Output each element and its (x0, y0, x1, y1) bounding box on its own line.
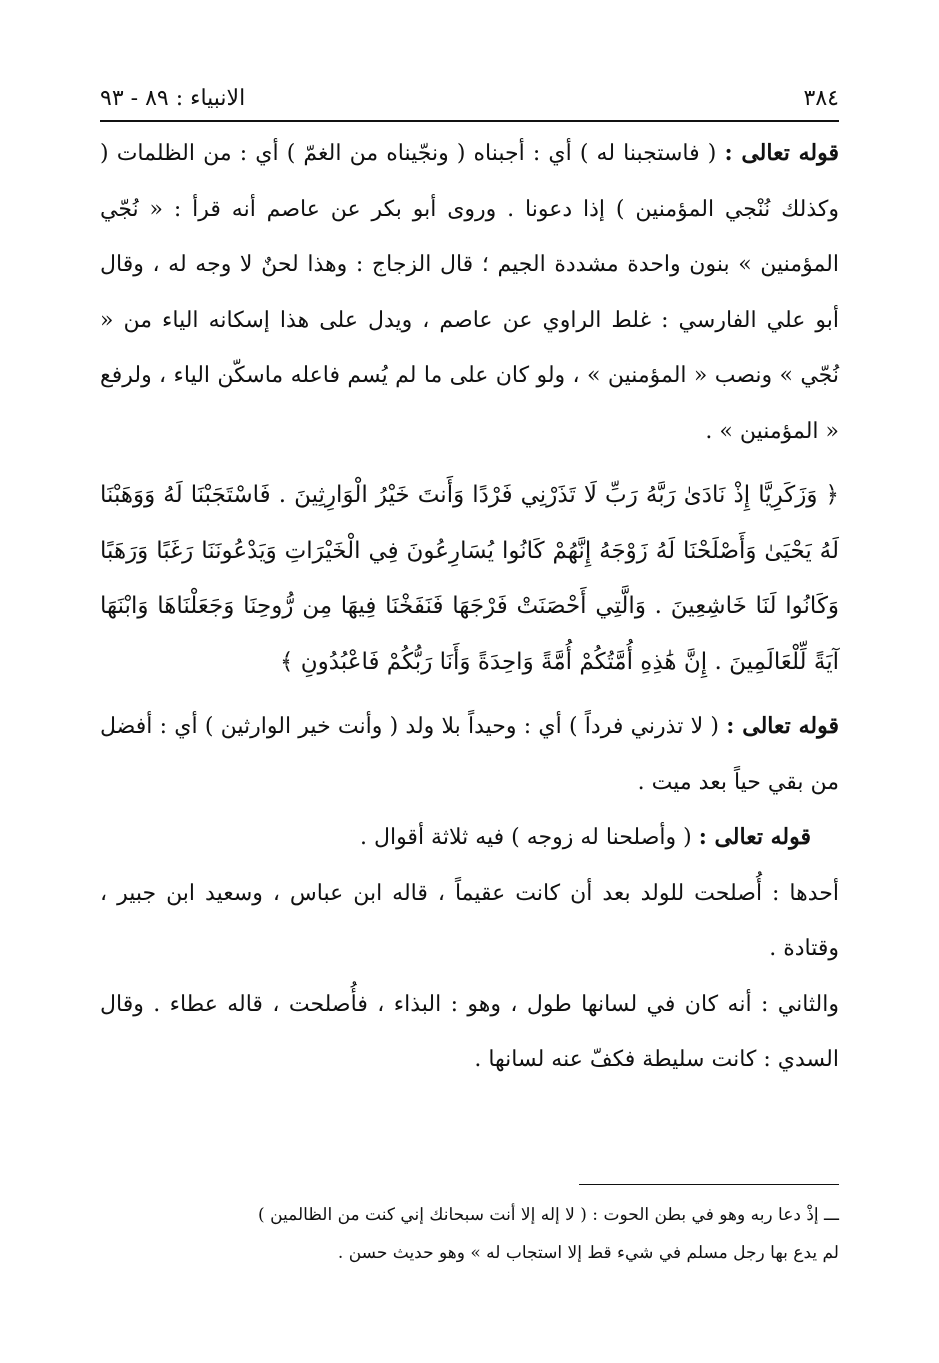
paragraph-exegesis-1 (100, 126, 839, 459)
paragraph-text: والثاني : أنه كان في لسانها طول ، وهو : البذاء ، فأُصلحت ، قاله عطاء . وقال السدي : كانت سليطة فكفّ عنه لسانها . (100, 991, 839, 1072)
footnote-line: لم يدع بها رجل مسلم في شيء قط إلا استجاب له » وهو حديث حسن . (337, 1243, 839, 1263)
footnotes (100, 1196, 839, 1272)
paragraph-exegesis-3 (100, 810, 839, 866)
paragraph-opinion-1 (100, 866, 839, 977)
footnote-rule (579, 1184, 839, 1185)
running-title: الانبياء : ٨٩ - ٩٣ (100, 85, 246, 111)
paragraph-text: ( وأصلحنا له زوجه ) فيه ثلاثة أقوال . (359, 825, 692, 850)
verse-text: ﴿ وَزَكَرِيَّا إِذْ نَادَىٰ رَبَّهُ رَبِّ لَا تَذَرْنِي فَرْدًا وَأَنتَ خَيْرُ الْوَارِثِينَ . فَاسْتَجَبْنَا لَهُ وَوَهَبْنَا لَهُ يَحْيَىٰ وَأَصْلَحْنَا لَهُ زَوْجَهُ إِنَّهُمْ كَانُوا يُسَارِعُونَ فِي الْخَيْرَاتِ وَيَدْعُونَنَا رَغَبًا وَرَهَبًا وَكَانُوا لَنَا خَاشِعِينَ . وَالَّتِي أَحْصَنَتْ فَرْجَهَا فَنَفَخْنَا فِيهَا مِن رُّوحِنَا وَجَعَلْنَاهَا وَابْنَهَا آيَةً لِّلْعَالَمِينَ . إِنَّ هَٰذِهِ أُمَّتُكُمْ أُمَّةً وَاحِدَةً وَأَنَا رَبُّكُمْ فَاعْبُدُونِ ﴾ (100, 482, 839, 675)
paragraph-text: ( فاستجبنا له ) أي : أجبناه ( ونجّيناه من الغمّ ) أي : من الظلمات ( وكذلك نُنْجي المؤمنين ) إذا دعونا . وروى أبو بكر عن عاصم أنه قرأ : « نُجّي المؤمنين » بنون واحدة مشددة الجيم ؛ قال الزجاج : وهذا لحنٌ لا وجه له ، وقال أبو علي الفارسي : غلط الراوي عن عاصم ، ويدل على هذا إسكانه الياء من « نُجّي » ونصب « المؤمنين » ، ولو كان على ما لم يُسم فاعله ماسكّن الياء ، ولرفع « المؤمنين » . (100, 141, 839, 444)
paragraph-opinion-2 (100, 977, 839, 1088)
keyword-label: قوله تعالى : (726, 713, 840, 739)
page-header (100, 78, 839, 118)
paragraph-text: ( لا تذرني فرداً ) أي : وحيداً بلا ولد ( وأنت خير الوارثين ) أي : أفضل من بقي حياً بعد ميت . (100, 714, 839, 795)
footnote-line: ـــ إذْ دعا ربه وهو في بطن الحوت : ( لا إله إلا أنت سبحانك إني كنت من الظالمين ) (258, 1205, 839, 1225)
main-text (100, 126, 839, 1088)
paragraph-exegesis-2 (100, 699, 839, 810)
page-number: ٣٨٤ (803, 85, 839, 111)
keyword-label: قوله تعالى : (724, 140, 839, 166)
keyword-label: قوله تعالى : (698, 824, 811, 850)
paragraph-text: أحدها : أُصلحت للولد بعد أن كانت عقيماً ، قاله ابن عباس ، وسعيد ابن جبير ، وقتادة . (100, 880, 839, 961)
header-rule (100, 120, 839, 122)
quran-verse-block (100, 468, 839, 690)
